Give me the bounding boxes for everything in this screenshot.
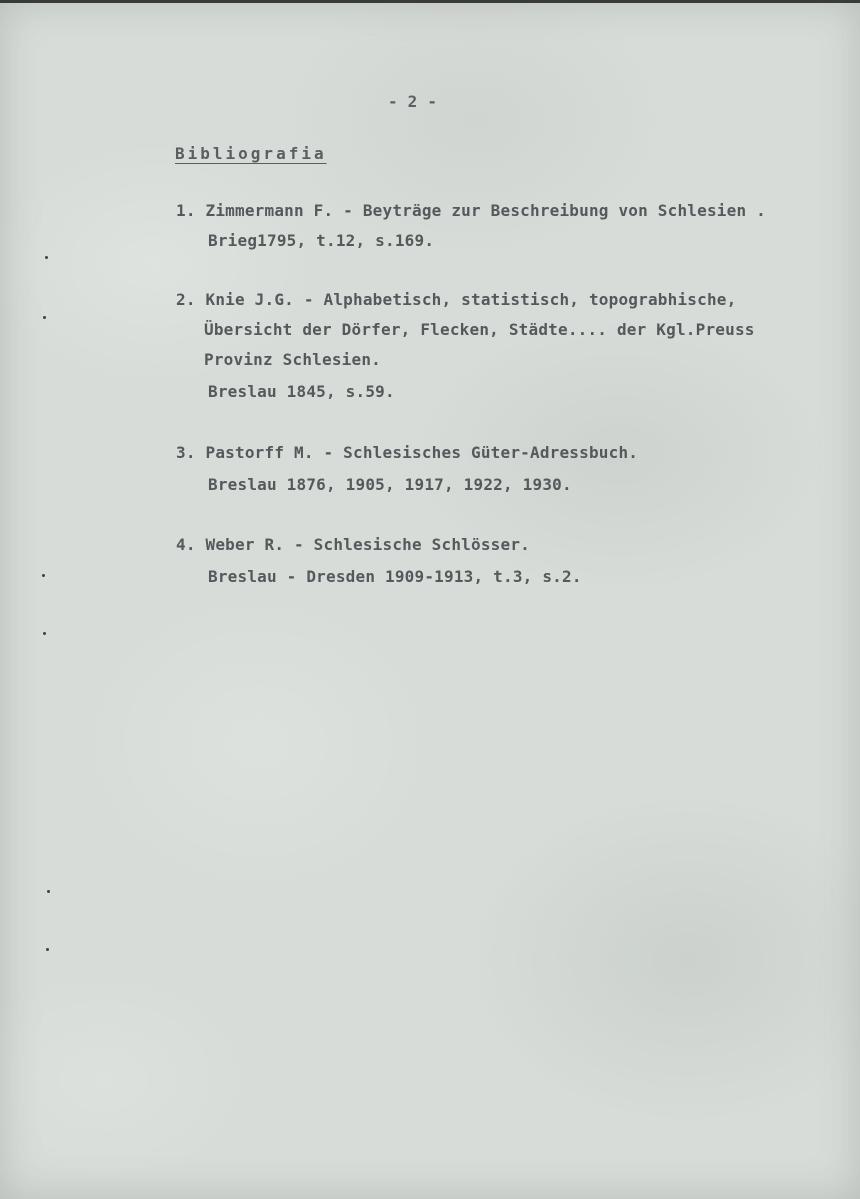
entry-line: 4. Weber R. - Schlesische Schlösser. [176, 535, 530, 554]
paper-speck [42, 574, 45, 577]
bibliography-heading: Bibliografia [175, 144, 327, 163]
entry-line: Breslau - Dresden 1909-1913, t.3, s.2. [208, 567, 582, 586]
entry-line: 3. Pastorff M. - Schlesisches Güter-Adressbuch. [176, 443, 639, 462]
entry-line: Provinz Schlesien. [204, 350, 381, 369]
entry-line: Breslau 1876, 1905, 1917, 1922, 1930. [208, 475, 572, 494]
entry-line: Breslau 1845, s.59. [208, 382, 395, 401]
entry-line: 1. Zimmermann F. - Beyträge zur Beschreibung von Schlesien . [176, 201, 766, 220]
entry-line: 2. Knie J.G. - Alphabetisch, statistisch, topograbhische, [176, 290, 737, 309]
page-number: - 2 - [388, 92, 438, 111]
paper-speck [47, 890, 50, 893]
paper-speck [43, 632, 46, 635]
paper-speck [45, 256, 48, 259]
page-top-edge [0, 0, 860, 3]
paper-speck [43, 316, 46, 319]
paper-speck [46, 948, 49, 951]
entry-line: Übersicht der Dörfer, Flecken, Städte.... der Kgl.Preuss [204, 320, 755, 339]
entry-line: Brieg1795, t.12, s.169. [208, 231, 435, 250]
